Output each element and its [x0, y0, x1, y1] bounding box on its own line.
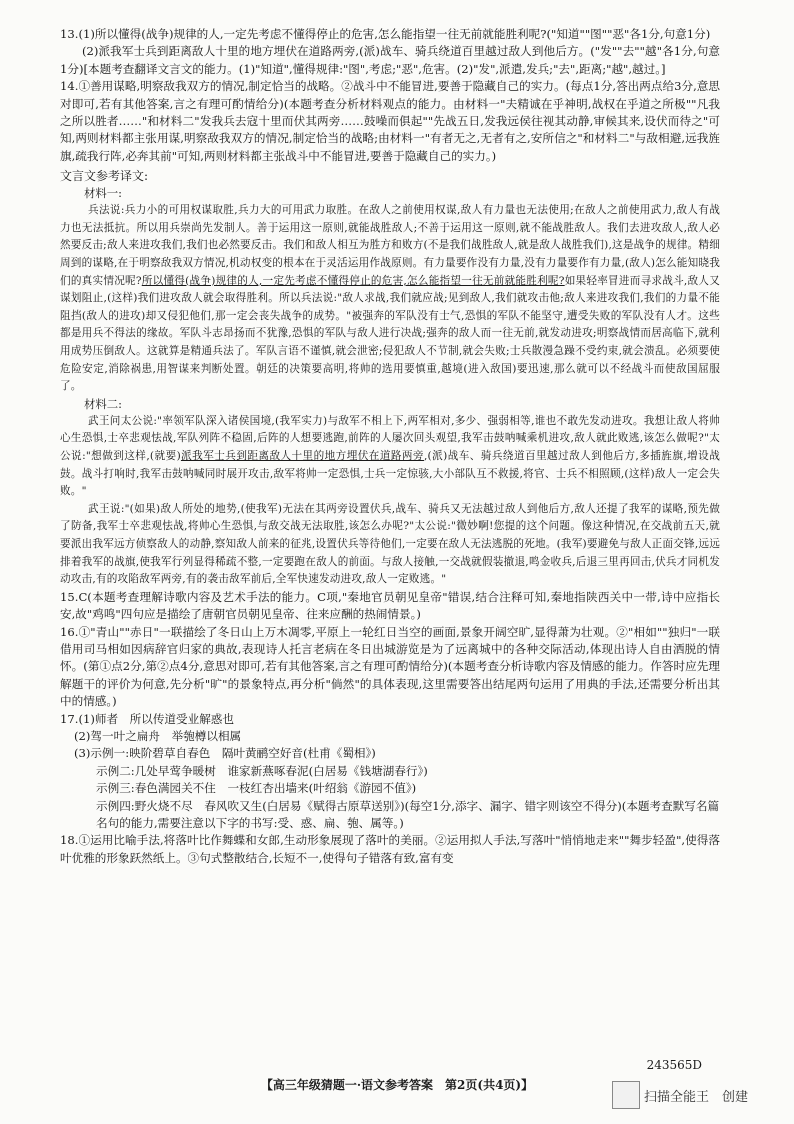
scanner-watermark: 扫描全能王 创建	[644, 1090, 749, 1105]
q13-part2: (2)派我军士兵到距离敌人十里的地方埋伏在道路两旁,(派)战车、骑兵绕道百里越过敌人到他后方。("发""去""越"各1分,句意1分)[本题考查翻译文言文的能力。(1)"知道",懂得规律:"图",考虑;"恶",危害。(2)"发",派遣,发兵;"去",距离;"越",越过。]	[60, 44, 720, 76]
material2-text-c: 武王说:"(如果)敌人所处的地势,(使我军)无法在其两旁设置伏兵,战车、骑兵又无法越过敌人到他后方,敌人还提了我军的谋略,预先做了防备,我军士卒悲观怯战,将帅心生恐惧,与敌交战无法取胜,该怎么办呢?"太公说:"微妙啊!您提的这个问题。像这种情况,在交战前五天,就要派出我军远方侦察敌人的动静,察知敌人前来的征兆,设置伏兵等待他们,一定要在敌人无法逃脱的死地。(我军)要避免与敌人正面交锋,远远排着我军的战旗,使我军行列显得稀疏不整,一定要跑在敌人的前面。与敌人接触,一交战就假装撤退,鸣金收兵,后退三里再回击,伏兵才同机发动攻击,有的攻陷敌军两旁,有的袭击敌军前后,全军快速发动进攻,敌人一定败逃。"	[60, 502, 720, 586]
q18-answer: 18.①运用比喻手法,将落叶比作舞蝶和女郎,生动形象展现了落叶的美丽。②运用拟人手法,写落叶"悄悄地走来""舞步轻盈",使得落叶优雅的形象跃然纸上。③句式整散结合,长短不一,使得句子错落有致,富有变	[60, 833, 720, 865]
material1-underlined: 所以懂得(战争)规律的人,一定先考虑不懂得停止的危害,怎么能指望一往无前就能胜利呢?	[141, 274, 565, 287]
q17-line4: 示例二:几处早莺争暖树 谁家新燕啄春泥(白居易《钱塘湖春行》)	[96, 763, 428, 778]
material2-underlined: 派我军士兵到距离敌人十里的地方埋伏在道路两旁	[180, 449, 424, 462]
material1-text	[60, 202, 720, 396]
material2-text-a	[60, 413, 720, 501]
q13-part1: 13.(1)所以懂得(战争)规律的人,一定先考虑不懂得停止的危害,怎么能指望一往无前就能胜利呢?("知道""图""恶"各1分,句意1分)	[60, 27, 711, 41]
scanner-logo-icon	[612, 1081, 640, 1109]
material1-text-a: 兵法说:兵力小的可用权谋取胜,兵力大的可用武力取胜。在敌人之前使用权谋,敌人有力量也无法使用;在敌人之前使用武力,敌人有战力也无法抵抗。所以用兵崇尚先发制人。善于运用这一原则,就能战胜敌人;不善于运用这一原则,就不能战胜敌人。我们去进攻敌人,敌人必然要反击;敌人来进攻我们,我们也必然要反击。我们和敌人相互为胜方和败方(不是我们战胜敌人,就是敌人战胜我们),这是战争的规律。精细周到的谋略,在于明察敌我双方情况,机动权变的根本在于灵活运用作战原则。有力量要作没有力量,没有力量要作有力量,(敌人)怎么能知晓我们的真实情况呢?	[60, 204, 720, 287]
q17-line1: 17.(1)师者 所以传道受业解惑也	[60, 711, 234, 726]
q17-line3: (3)示例一:映阶碧草自春色 隔叶黄鹂空好音(杜甫《蜀相》)	[74, 746, 376, 761]
q16-answer: 16.①"青山""赤日"一联描绘了冬日山上万木凋零,平原上一轮红日当空的画面,景象开阔空旷,显得萧为壮观。②"相如""独归"一联借用司马相如因病辞官归家的典故,表现诗人托言老病在冬日出城游览是为了远离城中的各种交际活动,体现出诗人自由洒脱的情怀。(第①点2分,第②点4分,意思对即可,若有其他答案,言之有理可酌情给分)(本题考查分析诗歌内容及情感的能力。作答时应先理解题干的评价为何意,先分析"旷"的景象特点,再分析"倘然"的具体表现,这里需要答出结尾两句运用了用典的手法,还需要分析出其中的情感。)	[60, 624, 720, 709]
material2-title: 材料二:	[84, 396, 123, 411]
q17-line2: (2)驾一叶之扁舟 举匏樽以相属	[74, 728, 242, 743]
translation-heading: 文言文参考译文:	[60, 169, 149, 184]
page-footer: 【高三年级猜题一·语文参考答案 第2页(共4页)】	[260, 1078, 534, 1092]
q17-line6: 示例四:野火烧不尽 春风吹又生(白居易《赋得古原草送别》)(每空1分,添字、漏字、错字则该空不得分)(本题考查默写名篇名句的能力,需要注意以下字的书写:受、惑、扁、匏、属等。)	[96, 798, 720, 830]
material2-a: 武王问太公说:"率领军队深入诸侯国境,(我军实力)与敌军不相上下,两军相对,多少、强弱相等,谁也不敢先发动进攻。我想让敌人将帅心生恐惧,士卒悲观怯战,军队列阵不稳固,后阵的人想要逃跑,前阵的人屡次回头观望,我军击鼓呐喊乘机进攻,敌人就此败逃,该怎么做呢?"太公说:"想做到这样,(就要)	[60, 414, 720, 462]
q17-line5: 示例三:春色满园关不住 一枝红杏出墙来(叶绍翁《游园不值》)	[96, 781, 417, 796]
q14-answer: 14.①善用谋略,明察敌我双方的情况,制定恰当的战略。②战斗中不能冒进,要善于隐藏自己的实力。(每点1分,答出两点给3分,意思对即可,若有其他答案,言之有理可酌情给分)(本题考查分析材料观点的能力。由材料一"夫精诚在乎神明,战权在乎道之所极""凡我之所以胜者……"和材料二"发我兵去寇十里而伏其两旁……鼓噪而俱起""先战五日,发我远侯往视其动静,审候其来,设伏而待之"可知,两则材料都主张用谋,明察敌我双方的情况,制定恰当的战略;由材料一"有者无之,无者有之,安所信之"和材料二"与敌相避,远我旌旗,疏我行阵,必奔其前"可知,两则材料都主张战斗中不能冒进,要善于隐藏自己的实力。)	[60, 79, 720, 163]
answer-content	[60, 26, 720, 867]
document-code: 243565D	[646, 1058, 702, 1072]
q15-answer: 15.C(本题考查理解诗歌内容及艺术手法的能力。C项,"秦地官员朝见皇帝"错误,结合注释可知,秦地指陕西关中一带,诗中应指长安,故"鸡鸣"四句应是描绘了唐朝官员朝见皇帝、往来应酬的热闹情景。)	[60, 589, 720, 622]
material1-title: 材料一:	[84, 186, 123, 201]
q17-answer	[60, 711, 720, 833]
material2-b: ,(派)战车、骑兵绕道百里越过敌人到他后方,多插旌旗,增设战鼓。战斗打响时,我军击鼓呐喊同时展开攻击,敌军将帅一定恐惧,士兵一定惊骇,大小部队互不救援,将官、士兵不相照顾,(这样)敌人一定会失败。"	[60, 449, 720, 498]
material1-text-b: 如果轻率冒进而寻求战斗,敌人又谋划阻止,(这样)我们进攻敌人就会取得胜利。所以兵法说:"敌人求战,我们就应战;见到敌人,我们就攻击他;敌人来进攻我们,我们的力量不能阻挡(敌人的进攻)却又侵犯他们,那一定会丧失战争的成势。"被强奔的军队没有士气,恐惧的军队不能坚守,遭受失败的军队没有人才。这些都是用兵不得法的缘故。军队斗志昂扬而不犹豫,恐惧的军队与敌人进行决战;强奔的敌人而一往无前,就发动进攻;明察战情而居高临下,就利用成势压倒敌人。这就算是精通兵法了。军队言语不谨慎,就会泄密;侵犯敌人不节制,就会失败;士兵散漫急躁不受约束,就会溃乱。必须要使危险安定,消除祸患,用智谋来判断处置。朝廷的决策要高明,将帅的选用要慎重,越境(进入敌国)要迅速,那么就可以不经战斗而使敌国屈服了。	[60, 274, 720, 393]
